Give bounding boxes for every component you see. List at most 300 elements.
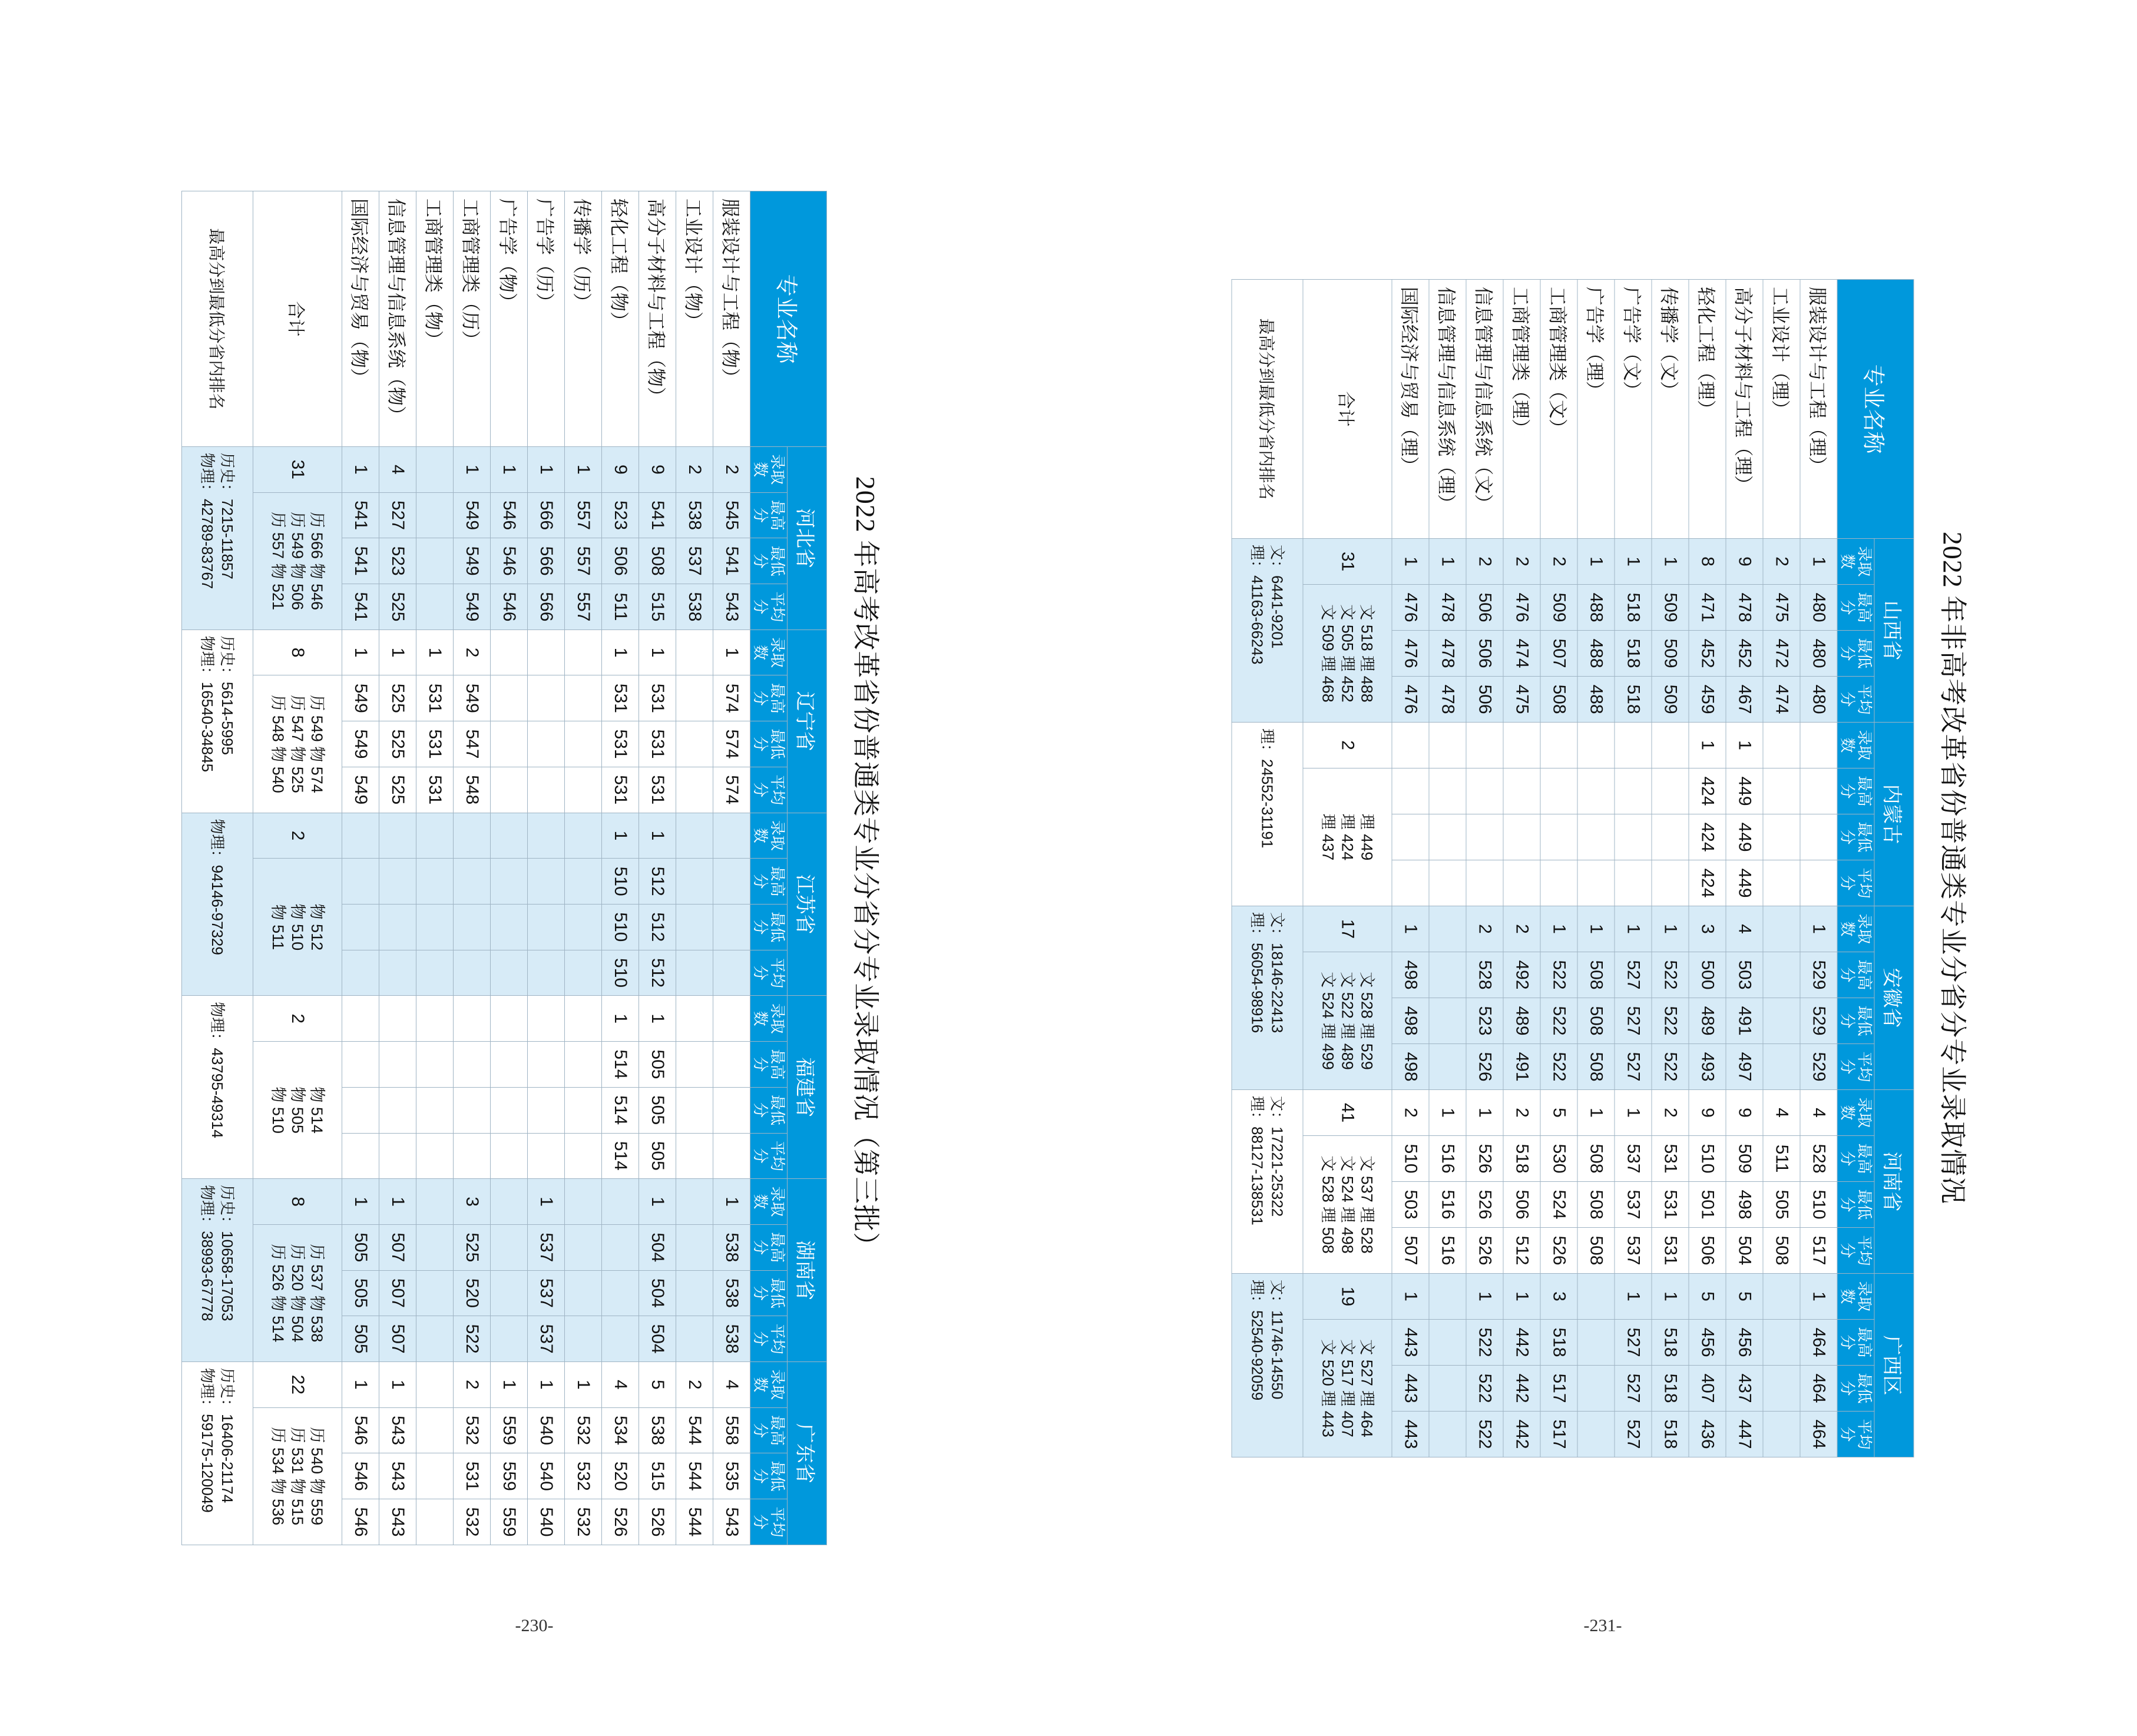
cell-neimenggu-1 — [1466, 768, 1503, 814]
subheader-anhui-3: 平均分 — [1837, 1044, 1874, 1090]
cell-guangxi-1: 522 — [1466, 1320, 1503, 1366]
cell-henan-0: 5 — [1540, 1090, 1577, 1136]
total-score-line: 物 514 — [308, 1086, 326, 1134]
total-score-line: 历 548 物 540 — [269, 695, 287, 793]
cell-neimenggu-2 — [1615, 814, 1652, 860]
cell-shanxi-0: 2 — [1503, 539, 1540, 585]
cell-guangxi-1: 456 — [1689, 1320, 1726, 1366]
cell-jiangsu-3 — [565, 950, 602, 996]
cell-anhui-2: 522 — [1652, 998, 1689, 1044]
subheader-henan-0: 录取数 — [1837, 1090, 1874, 1136]
total-score-line: 历 531 物 515 — [289, 1427, 307, 1526]
cell-guangdong-1: 540 — [528, 1407, 565, 1453]
cell-jiangsu-2: 510 — [602, 904, 639, 950]
cell-hebei-2 — [416, 538, 454, 584]
cell-jiangsu-2 — [454, 904, 491, 950]
total-score-line: 物 510 — [289, 903, 307, 951]
rank-range-fujian — [182, 996, 253, 1179]
subheader-fujian-2: 最低分 — [750, 1087, 788, 1133]
subheader-fujian-1: 最高分 — [750, 1042, 788, 1088]
cell-hunan-3 — [416, 1316, 454, 1362]
cell-shanxi-3: 476 — [1392, 677, 1429, 723]
cell-fujian-0 — [454, 996, 491, 1042]
major-name: 服装设计与工程（物） — [713, 191, 750, 447]
right-admission-table — [1232, 279, 1914, 1457]
cell-henan-1: 537 — [1615, 1136, 1652, 1182]
cell-hunan-3: 537 — [528, 1316, 565, 1362]
cell-neimenggu-2 — [1540, 814, 1577, 860]
cell-henan-1: 531 — [1652, 1136, 1689, 1182]
major-name: 轻化工程（物） — [602, 191, 639, 447]
cell-shanxi-3: 488 — [1577, 677, 1615, 723]
cell-jiangsu-0 — [416, 813, 454, 859]
cell-fujian-0 — [528, 996, 565, 1042]
cell-hunan-1 — [491, 1224, 528, 1270]
cell-anhui-0: 1 — [1800, 906, 1837, 952]
cell-anhui-0: 1 — [1540, 906, 1577, 952]
cell-anhui-0 — [1429, 906, 1466, 952]
cell-fujian-2 — [713, 1087, 750, 1133]
cell-hebei-3: 557 — [565, 584, 602, 630]
cell-jiangsu-0 — [713, 813, 750, 859]
cell-hebei-2: 508 — [639, 538, 676, 584]
cell-fujian-3 — [416, 1133, 454, 1179]
left-province-header-row — [788, 191, 827, 1545]
cell-hebei-3: 511 — [602, 584, 639, 630]
table-row — [713, 191, 750, 1545]
major-name: 国际经济与贸易（理） — [1392, 280, 1429, 539]
cell-guangxi-2: 522 — [1466, 1366, 1503, 1412]
table-row — [676, 191, 713, 1545]
cell-neimenggu-2 — [1577, 814, 1615, 860]
major-name: 国际经济与贸易（物） — [342, 191, 379, 447]
cell-hunan-1 — [676, 1224, 713, 1270]
cell-neimenggu-3 — [1800, 860, 1837, 906]
cell-jiangsu-3 — [416, 950, 454, 996]
cell-guangxi-0: 1 — [1615, 1274, 1652, 1320]
cell-henan-2: 505 — [1763, 1182, 1800, 1228]
cell-fujian-2 — [676, 1087, 713, 1133]
cell-shanxi-0: 2 — [1540, 539, 1577, 585]
cell-jiangsu-1 — [565, 859, 602, 905]
left-page-title: 2022 年高考改革省份普通类专业分省分专业录取情况（第三批） — [851, 476, 881, 1260]
cell-neimenggu-2 — [1652, 814, 1689, 860]
table-row — [1392, 280, 1429, 1457]
cell-hebei-1: 549 — [454, 492, 491, 538]
table-row — [1800, 280, 1837, 1457]
cell-guangxi-3: 447 — [1726, 1412, 1763, 1457]
total-score-line: 历 540 物 559 — [308, 1427, 326, 1526]
cell-guangxi-3 — [1577, 1412, 1615, 1457]
rank-range-line: 历史：10658-17053 — [219, 1185, 236, 1321]
cell-neimenggu-3: 449 — [1726, 860, 1763, 906]
cell-hebei-1: 566 — [528, 492, 565, 538]
cell-hunan-0 — [602, 1179, 639, 1225]
cell-hebei-3: 525 — [379, 584, 416, 630]
cell-guangdong-0: 1 — [342, 1362, 379, 1408]
total-score-line: 文 509 理 468 — [1319, 604, 1337, 703]
table-row — [565, 191, 602, 1545]
subheader-liaoning-2: 最低分 — [750, 721, 788, 767]
cell-jiangsu-2 — [676, 904, 713, 950]
total-score-line: 历 547 物 525 — [289, 695, 307, 793]
cell-guangxi-1: 527 — [1615, 1320, 1652, 1366]
cell-fujian-1: 505 — [639, 1042, 676, 1088]
cell-hunan-2 — [565, 1270, 602, 1316]
cell-liaoning-1: 574 — [713, 675, 750, 721]
cell-guangdong-3: 540 — [528, 1499, 565, 1545]
cell-henan-3: 531 — [1652, 1228, 1689, 1274]
cell-fujian-3 — [676, 1133, 713, 1179]
subheader-guangxi-1: 最高分 — [1837, 1320, 1874, 1366]
table-row — [1429, 280, 1466, 1457]
total-score-line: 文 524 理 498 — [1339, 1155, 1357, 1254]
cell-hebei-0: 1 — [565, 446, 602, 492]
rank-range-line: 理：52540-92059 — [1248, 1280, 1266, 1401]
total-score-line: 文 528 理 508 — [1319, 1155, 1337, 1254]
total-score-line: 历 549 物 574 — [308, 695, 326, 793]
cell-neimenggu-0 — [1763, 723, 1800, 768]
cell-guangxi-3: 436 — [1689, 1412, 1726, 1457]
cell-guangdong-1: 543 — [379, 1407, 416, 1453]
subheader-hebei-1: 最高分 — [750, 492, 788, 538]
cell-neimenggu-0 — [1577, 723, 1615, 768]
major-name: 服装设计与工程（理） — [1800, 280, 1837, 539]
cell-hunan-0: 1 — [342, 1179, 379, 1225]
cell-guangxi-1: 464 — [1800, 1320, 1837, 1366]
cell-shanxi-3: 475 — [1503, 677, 1540, 723]
cell-jiangsu-0 — [379, 813, 416, 859]
cell-hebei-2: 546 — [491, 538, 528, 584]
table-row — [602, 191, 639, 1545]
cell-anhui-3: 497 — [1726, 1044, 1763, 1090]
cell-liaoning-0: 1 — [342, 630, 379, 675]
cell-liaoning-2: 549 — [342, 721, 379, 767]
cell-henan-2: 506 — [1503, 1182, 1540, 1228]
major-name: 传播学（历） — [565, 191, 602, 447]
cell-shanxi-2: 480 — [1800, 631, 1837, 677]
cell-fujian-2 — [528, 1087, 565, 1133]
cell-neimenggu-1 — [1615, 768, 1652, 814]
cell-anhui-0: 4 — [1726, 906, 1763, 952]
cell-guangxi-0: 1 — [1652, 1274, 1689, 1320]
cell-fujian-1 — [565, 1042, 602, 1088]
cell-hebei-1 — [416, 492, 454, 538]
cell-guangxi-0 — [1429, 1274, 1466, 1320]
cell-anhui-3: 527 — [1615, 1044, 1652, 1090]
cell-fujian-1 — [676, 1042, 713, 1088]
cell-shanxi-2: 507 — [1540, 631, 1577, 677]
cell-hebei-3: 549 — [454, 584, 491, 630]
cell-fujian-0: 1 — [602, 996, 639, 1042]
cell-liaoning-3: 548 — [454, 767, 491, 813]
cell-shanxi-1: 471 — [1689, 585, 1726, 631]
cell-neimenggu-0: 1 — [1689, 723, 1726, 768]
cell-liaoning-3: 531 — [602, 767, 639, 813]
rank-range-guangdong — [182, 1362, 253, 1545]
cell-fujian-1 — [379, 1042, 416, 1088]
cell-jiangsu-1 — [713, 859, 750, 905]
total-label: 合计 — [1303, 280, 1392, 539]
cell-henan-2: 501 — [1689, 1182, 1726, 1228]
cell-neimenggu-0 — [1540, 723, 1577, 768]
rank-label: 最高分到最低分省内排名 — [182, 191, 253, 447]
rank-range-neimenggu — [1232, 723, 1303, 906]
rank-range-line: 理：41163-66243 — [1248, 545, 1266, 665]
cell-anhui-1 — [1763, 952, 1800, 998]
cell-neimenggu-0 — [1615, 723, 1652, 768]
cell-jiangsu-3: 510 — [602, 950, 639, 996]
cell-jiangsu-1 — [416, 859, 454, 905]
cell-guangxi-3 — [1763, 1412, 1800, 1457]
cell-henan-1: 509 — [1726, 1136, 1763, 1182]
rank-range-guangxi — [1232, 1274, 1303, 1457]
rank-range-line: 理：56054-98916 — [1248, 912, 1266, 1033]
cell-neimenggu-0: 1 — [1726, 723, 1763, 768]
cell-guangdong-0: 2 — [676, 1362, 713, 1408]
cell-liaoning-1 — [528, 675, 565, 721]
cell-guangdong-1: 538 — [639, 1407, 676, 1453]
cell-hebei-1: 541 — [342, 492, 379, 538]
rank-range-line: 文：18146-22413 — [1268, 912, 1286, 1033]
cell-guangxi-3: 517 — [1540, 1412, 1577, 1457]
cell-neimenggu-3 — [1466, 860, 1503, 906]
cell-jiangsu-0 — [491, 813, 528, 859]
cell-guangxi-2: 517 — [1540, 1366, 1577, 1412]
cell-anhui-2: 508 — [1577, 998, 1615, 1044]
cell-neimenggu-2: 449 — [1726, 814, 1763, 860]
cell-hebei-0: 1 — [491, 446, 528, 492]
cell-guangxi-0 — [1577, 1274, 1615, 1320]
cell-guangdong-0: 1 — [565, 1362, 602, 1408]
cell-liaoning-0 — [491, 630, 528, 675]
cell-liaoning-3 — [491, 767, 528, 813]
province-fujian: 福建省 — [788, 996, 827, 1179]
cell-guangdong-3: 526 — [602, 1499, 639, 1545]
cell-anhui-1: 527 — [1615, 952, 1652, 998]
cell-shanxi-2: 476 — [1392, 631, 1429, 677]
cell-henan-1: 510 — [1689, 1136, 1726, 1182]
cell-anhui-1 — [1429, 952, 1466, 998]
cell-hebei-2: 541 — [713, 538, 750, 584]
cell-guangxi-0: 3 — [1540, 1274, 1577, 1320]
cell-neimenggu-1 — [1392, 768, 1429, 814]
cell-guangdong-2: 532 — [565, 1453, 602, 1499]
rank-range-line: 物理：16540-34845 — [199, 635, 216, 773]
cell-neimenggu-2 — [1763, 814, 1800, 860]
cell-hunan-2 — [602, 1270, 639, 1316]
cell-anhui-3 — [1429, 1044, 1466, 1090]
cell-hunan-3: 504 — [639, 1316, 676, 1362]
cell-neimenggu-0 — [1392, 723, 1429, 768]
cell-guangxi-1: 518 — [1540, 1320, 1577, 1366]
cell-liaoning-3: 574 — [713, 767, 750, 813]
cell-fujian-2 — [342, 1087, 379, 1133]
cell-liaoning-0: 1 — [713, 630, 750, 675]
total-score-line: 理 437 — [1319, 813, 1337, 861]
cell-liaoning-0 — [528, 630, 565, 675]
cell-hunan-2: 507 — [379, 1270, 416, 1316]
cell-shanxi-1: 506 — [1466, 585, 1503, 631]
cell-hebei-0: 9 — [602, 446, 639, 492]
cell-jiangsu-3 — [379, 950, 416, 996]
cell-shanxi-0: 2 — [1763, 539, 1800, 585]
subheader-neimenggu-2: 最低分 — [1837, 814, 1874, 860]
cell-hunan-0 — [491, 1179, 528, 1225]
subheader-hebei-3: 平均分 — [750, 584, 788, 630]
cell-hebei-3: 566 — [528, 584, 565, 630]
cell-shanxi-1: 518 — [1615, 585, 1652, 631]
cell-anhui-1: 508 — [1577, 952, 1615, 998]
total-count-guangxi: 19 — [1303, 1274, 1392, 1320]
cell-guangdong-0: 2 — [454, 1362, 491, 1408]
subheader-jiangsu-1: 最高分 — [750, 859, 788, 905]
cell-jiangsu-2 — [528, 904, 565, 950]
cell-fujian-1 — [342, 1042, 379, 1088]
province-hebei: 河北省 — [788, 446, 827, 630]
total-score-line: 物 510 — [269, 1086, 287, 1134]
cell-hebei-1: 557 — [565, 492, 602, 538]
cell-neimenggu-2 — [1503, 814, 1540, 860]
cell-hebei-0: 1 — [528, 446, 565, 492]
cell-liaoning-0 — [565, 630, 602, 675]
cell-hunan-0: 1 — [639, 1179, 676, 1225]
cell-henan-3: 537 — [1615, 1228, 1652, 1274]
cell-henan-0: 4 — [1800, 1090, 1837, 1136]
subheader-liaoning-0: 录取数 — [750, 630, 788, 675]
subheader-anhui-0: 录取数 — [1837, 906, 1874, 952]
rank-range-line: 物理：59175-120049 — [199, 1368, 216, 1513]
cell-shanxi-0: 1 — [1615, 539, 1652, 585]
major-name: 工商管理类（文） — [1540, 280, 1577, 539]
cell-shanxi-1: 509 — [1540, 585, 1577, 631]
total-scores-neimenggu — [1303, 768, 1392, 906]
cell-liaoning-1: 549 — [454, 675, 491, 721]
major-name: 工商管理类（理） — [1503, 280, 1540, 539]
total-row — [253, 191, 342, 1545]
cell-hebei-0 — [416, 446, 454, 492]
cell-henan-3: 512 — [1503, 1228, 1540, 1274]
table-row — [491, 191, 528, 1545]
left-major-header: 专业名称 — [750, 191, 827, 447]
cell-guangdong-1: 559 — [491, 1407, 528, 1453]
cell-guangdong-0: 4 — [602, 1362, 639, 1408]
total-scores-henan — [1303, 1136, 1392, 1274]
cell-henan-3: 508 — [1577, 1228, 1615, 1274]
cell-neimenggu-2: 424 — [1689, 814, 1726, 860]
cell-liaoning-3: 549 — [342, 767, 379, 813]
province-hunan: 湖南省 — [788, 1179, 827, 1362]
cell-shanxi-3: 508 — [1540, 677, 1577, 723]
cell-shanxi-2: 478 — [1429, 631, 1466, 677]
cell-anhui-3: 529 — [1800, 1044, 1837, 1090]
cell-neimenggu-2 — [1800, 814, 1837, 860]
cell-neimenggu-2 — [1392, 814, 1429, 860]
cell-hunan-1: 537 — [528, 1224, 565, 1270]
total-score-line: 文 518 理 488 — [1358, 604, 1376, 703]
cell-guangxi-2 — [1763, 1366, 1800, 1412]
cell-hebei-1: 546 — [491, 492, 528, 538]
cell-henan-0: 2 — [1503, 1090, 1540, 1136]
cell-guangdong-2: 520 — [602, 1453, 639, 1499]
cell-liaoning-2: 525 — [379, 721, 416, 767]
cell-neimenggu-3 — [1392, 860, 1429, 906]
cell-hunan-3: 522 — [454, 1316, 491, 1362]
cell-guangxi-2 — [1429, 1366, 1466, 1412]
cell-jiangsu-2: 512 — [639, 904, 676, 950]
cell-hunan-2 — [491, 1270, 528, 1316]
cell-hebei-1: 545 — [713, 492, 750, 538]
cell-liaoning-1 — [491, 675, 528, 721]
cell-fujian-0 — [416, 996, 454, 1042]
cell-henan-1: 528 — [1800, 1136, 1837, 1182]
major-name: 信息管理与信息系统（文） — [1466, 280, 1503, 539]
subheader-neimenggu-0: 录取数 — [1837, 723, 1874, 768]
subheader-guangxi-0: 录取数 — [1837, 1274, 1874, 1320]
major-name: 高分子材料与工程（理） — [1726, 280, 1763, 539]
cell-liaoning-3: 531 — [416, 767, 454, 813]
cell-hunan-0: 1 — [379, 1179, 416, 1225]
cell-hebei-2: 506 — [602, 538, 639, 584]
subheader-neimenggu-1: 最高分 — [1837, 768, 1874, 814]
subheader-fujian-3: 平均分 — [750, 1133, 788, 1179]
cell-guangdong-0: 5 — [639, 1362, 676, 1408]
cell-hebei-2: 566 — [528, 538, 565, 584]
right-major-header: 专业名称 — [1837, 280, 1914, 539]
cell-guangdong-2: 515 — [639, 1453, 676, 1499]
cell-anhui-1: 500 — [1689, 952, 1726, 998]
cell-shanxi-0: 1 — [1800, 539, 1837, 585]
cell-fujian-3 — [342, 1133, 379, 1179]
cell-neimenggu-0 — [1429, 723, 1466, 768]
cell-jiangsu-3 — [676, 950, 713, 996]
major-name: 工商管理类（物） — [416, 191, 454, 447]
rank-row — [1232, 280, 1303, 1457]
cell-hebei-3: 515 — [639, 584, 676, 630]
cell-fujian-1 — [713, 1042, 750, 1088]
cell-neimenggu-3 — [1540, 860, 1577, 906]
rank-range-line: 文：11746-14550 — [1268, 1280, 1286, 1400]
cell-guangxi-0: 1 — [1503, 1274, 1540, 1320]
rank-range-line: 物理：42789-83767 — [199, 452, 216, 589]
cell-guangxi-0 — [1763, 1274, 1800, 1320]
cell-jiangsu-0: 1 — [639, 813, 676, 859]
total-scores-anhui — [1303, 952, 1392, 1090]
major-name: 轻化工程（理） — [1689, 280, 1726, 539]
total-count-jiangsu: 2 — [253, 813, 342, 859]
rank-row — [182, 191, 253, 1545]
rank-range-jiangsu — [182, 813, 253, 996]
cell-hebei-1: 523 — [602, 492, 639, 538]
cell-henan-3: 507 — [1392, 1228, 1429, 1274]
cell-jiangsu-1 — [676, 859, 713, 905]
subheader-hunan-1: 最高分 — [750, 1224, 788, 1270]
cell-henan-0: 2 — [1392, 1090, 1429, 1136]
cell-liaoning-2: 574 — [713, 721, 750, 767]
cell-guangdong-2: 543 — [379, 1453, 416, 1499]
cell-guangdong-3: 532 — [454, 1499, 491, 1545]
cell-liaoning-2 — [491, 721, 528, 767]
total-score-line: 文 528 理 529 — [1358, 972, 1376, 1070]
cell-guangxi-1 — [1763, 1320, 1800, 1366]
cell-liaoning-0: 1 — [379, 630, 416, 675]
cell-fujian-1 — [454, 1042, 491, 1088]
cell-shanxi-0: 8 — [1689, 539, 1726, 585]
subheader-fujian-0: 录取数 — [750, 996, 788, 1042]
total-score-line: 物 512 — [308, 903, 326, 951]
left-admission-table — [181, 191, 827, 1545]
cell-liaoning-1: 531 — [416, 675, 454, 721]
